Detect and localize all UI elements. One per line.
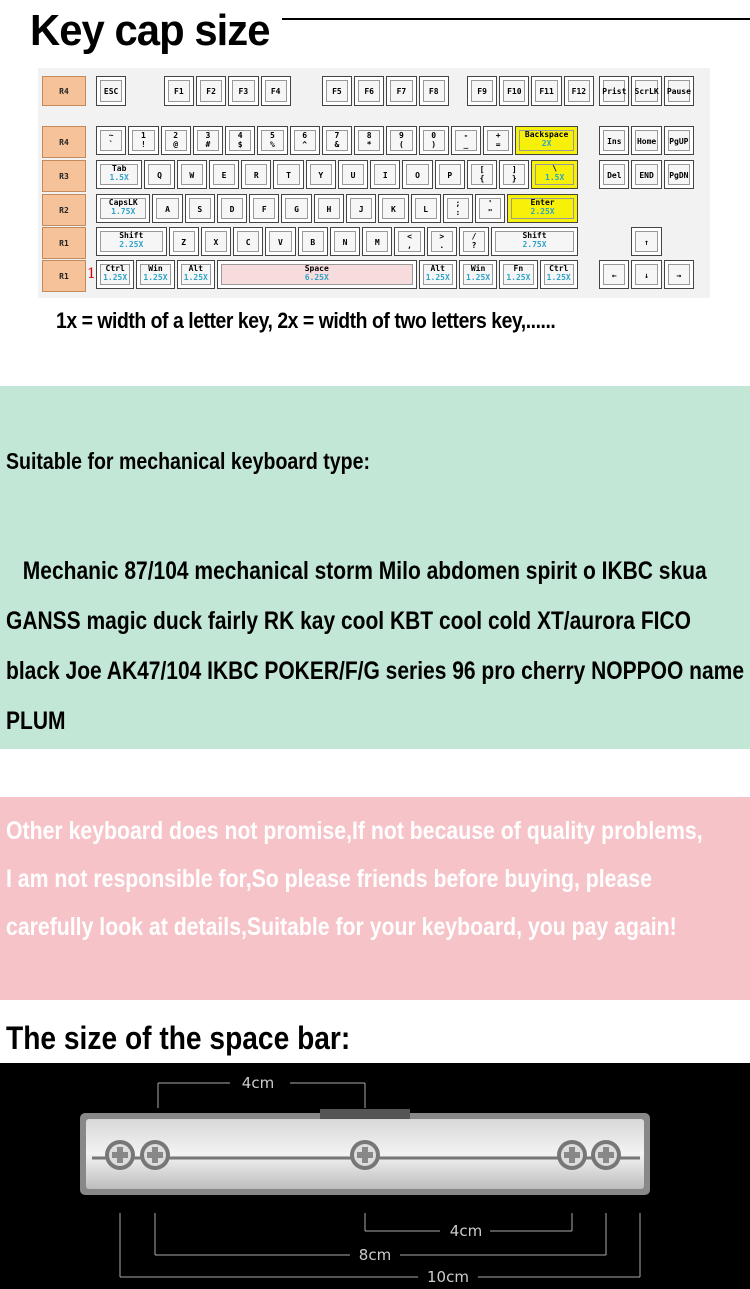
keycap-size: 2.25X xyxy=(119,240,144,249)
keycap-label: I xyxy=(382,171,388,180)
keycap xyxy=(599,260,629,289)
keycap xyxy=(362,227,392,256)
keycap-size: 1.25X xyxy=(425,273,450,282)
keycap-label: C xyxy=(245,238,251,247)
keycap-label: Del xyxy=(607,171,622,180)
row-marker: 1 xyxy=(87,266,96,282)
keyboard-layout-diagram xyxy=(38,68,710,298)
keycap xyxy=(152,194,182,223)
keycap-label: T xyxy=(286,171,291,180)
keycap-label: 7 & xyxy=(334,131,340,149)
keycap xyxy=(322,76,352,106)
keycap-label: O xyxy=(415,171,420,180)
keycap-label: → xyxy=(676,271,682,280)
keycap-label: / ? xyxy=(471,232,477,250)
keycap-label: ] } xyxy=(511,165,517,183)
keycap xyxy=(209,160,239,189)
keycap xyxy=(354,76,384,106)
keycap-label: + = xyxy=(495,131,501,149)
keycap-label: PgDN xyxy=(669,171,689,180)
keycap-label: P xyxy=(447,171,453,180)
keycap-label: Win xyxy=(148,264,163,273)
keycap xyxy=(290,126,320,155)
keycap-size: 2.75X xyxy=(522,240,547,249)
keycap xyxy=(164,76,194,106)
keycap xyxy=(217,194,247,223)
keycap-label: Alt xyxy=(188,264,204,273)
keycap xyxy=(664,76,694,106)
keycap xyxy=(257,126,287,155)
keycap-label: Fn xyxy=(513,264,524,273)
keycap xyxy=(419,260,457,289)
keycap xyxy=(419,126,449,155)
keycap-label: F xyxy=(261,205,267,214)
keycap xyxy=(330,227,360,256)
keycap-size: 2.25X xyxy=(530,207,555,216)
keycap-label: 3 # xyxy=(205,131,211,149)
page-title: Key cap size xyxy=(30,6,270,55)
keycap xyxy=(631,260,661,289)
keycap xyxy=(515,126,578,155)
keycap xyxy=(128,126,158,155)
keycap xyxy=(394,227,424,256)
keycap-label: S xyxy=(197,205,203,214)
keycap xyxy=(386,76,416,106)
keycap xyxy=(467,76,497,106)
keycap xyxy=(411,194,441,223)
keycap-label: F8 xyxy=(428,87,439,96)
keycap-label: F11 xyxy=(539,87,554,96)
keycap xyxy=(435,160,465,189)
row-label: R1 xyxy=(42,260,86,292)
keycap-label: ScrLK xyxy=(634,87,659,96)
keycap xyxy=(177,260,215,289)
keycap-label: Win xyxy=(470,264,486,273)
keycap xyxy=(631,126,661,155)
keycap-label: R xyxy=(253,171,259,180)
keycap xyxy=(265,227,295,256)
keycap xyxy=(419,76,449,106)
keycap-label: ' " xyxy=(487,199,493,217)
keycap-label: ← xyxy=(611,271,617,280)
keycap-label: 4 $ xyxy=(237,131,243,149)
keycap-label: 2 @ xyxy=(173,131,179,149)
keycap-label: J xyxy=(358,205,364,214)
keycap-size: 1.75X xyxy=(111,207,136,216)
dim-label-8cm: 8cm xyxy=(358,1246,392,1264)
keycap-label: ~ ` xyxy=(108,131,114,149)
keycap xyxy=(499,260,537,289)
keycap-label: F2 xyxy=(206,87,216,96)
keycap-label: Z xyxy=(181,238,187,247)
keycap-label: 5 % xyxy=(269,131,275,149)
keycap xyxy=(631,160,661,189)
keycap-label: G xyxy=(294,205,299,214)
keycap-label: A xyxy=(165,205,170,214)
keycap-label: Tab xyxy=(111,164,127,173)
keycap xyxy=(298,227,328,256)
keycap xyxy=(451,126,481,155)
keycap-label: N xyxy=(342,238,348,247)
keycap-label: Pause xyxy=(666,87,691,96)
keycap xyxy=(338,160,368,189)
keycap xyxy=(96,76,126,106)
keycap xyxy=(370,160,400,189)
keycap xyxy=(96,160,142,189)
keycap xyxy=(664,260,694,289)
keycap-size: 1.25X xyxy=(103,273,128,282)
compatibility-panel xyxy=(0,386,750,749)
keycap xyxy=(507,194,578,223)
keycap-label: END xyxy=(639,171,654,180)
keycap-label: [ { xyxy=(479,165,485,183)
keycap xyxy=(427,227,457,256)
keycap xyxy=(136,260,174,289)
keycap-label: F3 xyxy=(238,87,249,96)
keycap xyxy=(169,227,199,256)
keycap-label: F9 xyxy=(477,87,487,96)
keycap-label: Ins xyxy=(607,137,622,146)
keycap xyxy=(664,126,694,155)
keycap-label: B xyxy=(310,238,316,247)
keycap xyxy=(177,160,207,189)
keycap-label: Y xyxy=(318,171,324,180)
keycap-label: 9 ( xyxy=(399,131,404,149)
keycap-label: ↓ xyxy=(644,271,649,280)
keycap xyxy=(402,160,432,189)
keycap-label: Space xyxy=(304,264,329,273)
keycap xyxy=(306,160,336,189)
keycap xyxy=(531,76,561,106)
keycap-label: D xyxy=(229,205,235,214)
keycap-label: Shift xyxy=(119,231,144,240)
keycap xyxy=(378,194,408,223)
keycap xyxy=(96,194,150,223)
keycap-label: Home xyxy=(636,137,657,146)
keycap xyxy=(261,76,291,106)
keycap xyxy=(346,194,376,223)
keycap xyxy=(233,227,263,256)
dim-label-4cm-top: 4cm xyxy=(241,1074,275,1092)
keycap xyxy=(483,126,513,155)
row-label: R4 xyxy=(42,126,86,158)
keycap-label: 0 ) xyxy=(431,131,437,149)
keycap xyxy=(664,160,694,189)
keycap xyxy=(443,194,473,223)
keycap-label: K xyxy=(390,205,396,214)
keycap xyxy=(467,160,497,189)
spacebar-title: The size of the space bar: xyxy=(6,1020,351,1056)
keycap xyxy=(631,76,661,106)
keycap-size: 1.25X xyxy=(183,273,208,282)
keycap xyxy=(564,76,594,106)
keycap xyxy=(225,126,255,155)
keycap-label: F1 xyxy=(174,87,184,96)
keycap-label: Backspace xyxy=(524,130,569,139)
keycap-label: L xyxy=(423,205,429,214)
keycap-label: Prist xyxy=(602,87,627,96)
keycap-label: W xyxy=(189,171,195,180)
key-size-note: 1x = width of a letter key, 2x = width of two letters key,...... xyxy=(56,308,556,333)
keycap-label: ESC xyxy=(103,87,119,96)
keycap xyxy=(96,260,134,289)
keycap xyxy=(161,126,191,155)
keycap-size: 1.25X xyxy=(546,273,571,282)
keycap-label: ↑ xyxy=(644,238,649,247)
keycap xyxy=(354,126,384,155)
keycap-size: 1.5X xyxy=(109,173,129,182)
keycap xyxy=(475,194,505,223)
keycap-label: ; : xyxy=(455,199,461,217)
keycap xyxy=(249,194,279,223)
keycap xyxy=(281,194,311,223)
row-label: R4 xyxy=(42,76,86,106)
keycap-label: F12 xyxy=(571,87,587,96)
keycap xyxy=(96,126,126,155)
keycap-label: E xyxy=(221,171,227,180)
keycap-label: Enter xyxy=(530,198,555,207)
keycap-label: M xyxy=(374,238,380,247)
keycap-size: 1.25X xyxy=(506,273,531,282)
title-divider xyxy=(282,18,750,20)
row-label: R1 xyxy=(42,227,86,259)
keycap xyxy=(193,126,223,155)
keycap-label: 1 ! xyxy=(140,131,146,149)
spacebar-photo xyxy=(0,1063,750,1289)
keycap xyxy=(228,76,258,106)
keycap-label: CapsLK xyxy=(108,198,138,207)
keycap-label: - _ xyxy=(463,131,469,149)
keycap-label: V xyxy=(278,238,283,247)
keycap-label: F5 xyxy=(332,87,342,96)
keycap xyxy=(144,160,174,189)
keycap-label: F7 xyxy=(396,87,407,96)
keycap xyxy=(185,194,215,223)
keycap xyxy=(459,260,497,289)
keycap-label: Alt xyxy=(430,264,445,273)
keycap xyxy=(491,227,578,256)
keycap-label: \ xyxy=(552,164,558,173)
keycap xyxy=(540,260,578,289)
keycap xyxy=(599,126,629,155)
keycap xyxy=(386,126,416,155)
keycap-label: > . xyxy=(439,232,445,250)
keycap-size: 2X xyxy=(541,139,552,148)
compatibility-title: Suitable for mechanical keyboard type: xyxy=(6,448,370,474)
keycap-label: F4 xyxy=(270,87,281,96)
keycap-label: < , xyxy=(407,232,412,250)
keycap-label: PgUP xyxy=(669,137,689,146)
keycap xyxy=(314,194,344,223)
disclaimer-text: Other keyboard does not promise,If not because of quality problems, I am not responsible for,So please friends before buying, please carefully look at details,Suitable for your keyboard, you pay again! xyxy=(6,817,703,941)
row-label: R3 xyxy=(42,160,86,192)
keycap-label: F10 xyxy=(507,87,522,96)
keycap-label: Q xyxy=(157,171,162,180)
keycap-size: 6.25X xyxy=(304,273,329,282)
keycap-label: H xyxy=(326,205,332,214)
keycap xyxy=(96,227,167,256)
dim-label-4cm-bottom: 4cm xyxy=(449,1222,483,1240)
keycap-label: Shift xyxy=(522,231,547,240)
keycap-label: Ctrl xyxy=(549,264,569,273)
keycap-label: F6 xyxy=(364,87,374,96)
keycap-size: 1.25X xyxy=(466,273,491,282)
keycap xyxy=(599,160,629,189)
keycap-label: 8 * xyxy=(366,131,372,149)
keycap xyxy=(599,76,629,106)
keycap xyxy=(196,76,226,106)
keycap xyxy=(322,126,352,155)
keycap-size: 1.25X xyxy=(143,273,168,282)
row-label: R2 xyxy=(42,194,86,226)
keycap-label: U xyxy=(350,171,356,180)
keycap-label: 6 ^ xyxy=(302,131,308,149)
compatibility-list: Mechanic 87/104 mechanical storm Milo abdomen spirit o IKBC skua GANSS magic duck fairly RK kay cool KBT cool cold XT/aurora FICO black Joe AK47/104 IKBC POKER/F/G series 96 pro cherry NOPPOO name PLUM xyxy=(6,557,745,735)
keycap xyxy=(499,76,529,106)
disclaimer-panel xyxy=(0,797,750,1000)
keycap xyxy=(531,160,577,189)
keycap-size: 1.5X xyxy=(545,173,565,182)
keycap xyxy=(273,160,303,189)
keycap-label: X xyxy=(213,238,219,247)
keycap xyxy=(201,227,231,256)
spacebar-diagram xyxy=(0,1063,750,1289)
keycap xyxy=(217,260,417,289)
keycap xyxy=(631,227,661,256)
keycap xyxy=(241,160,271,189)
keycap xyxy=(499,160,529,189)
keycap-label: Ctrl xyxy=(105,264,125,273)
dim-label-10cm: 10cm xyxy=(427,1268,469,1286)
keycap xyxy=(459,227,489,256)
